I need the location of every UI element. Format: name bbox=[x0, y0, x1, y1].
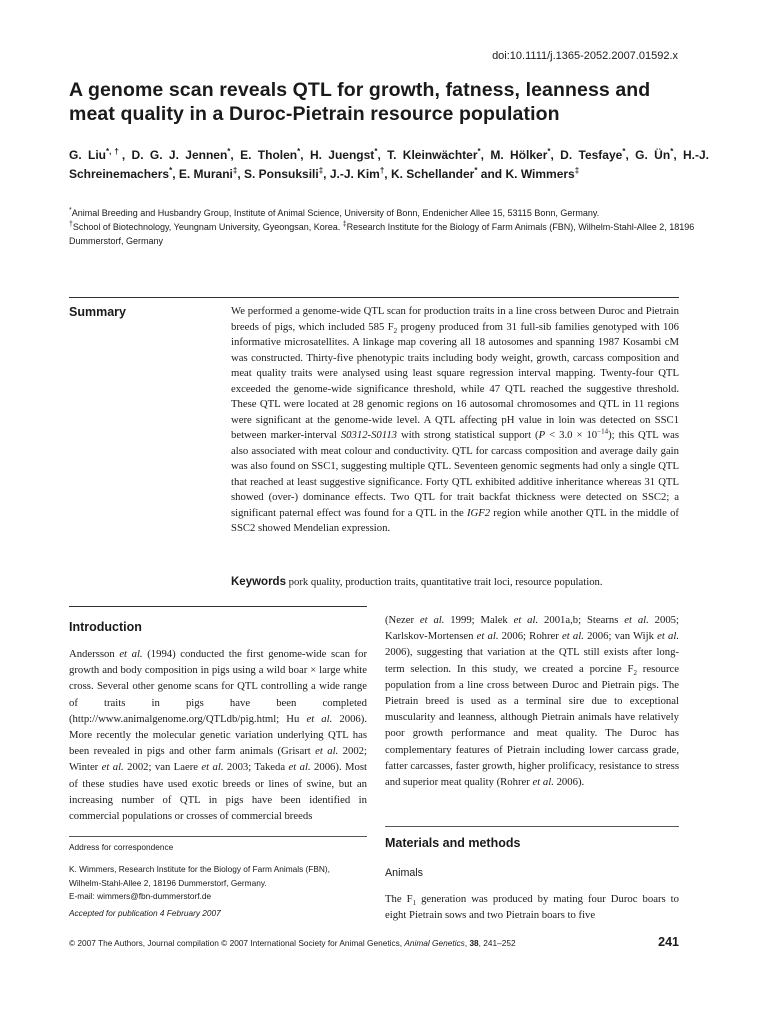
author-name: J.-J. Kim bbox=[329, 167, 380, 181]
correspondence-label: Address for correspondence bbox=[69, 842, 174, 852]
summary-fragment: region while another QTL in the middle of SSC2 showed Mendelian expression. bbox=[231, 506, 679, 534]
text-fragment: generation was produced by mating four Duroc boars to eight Pietrain sows and two Pietrain boars to five bbox=[385, 893, 679, 922]
summary-fragment: We performed a genome-wide QTL scan for production traits in a line cross between Duroc and Pietrain breeds of pigs, which included 585 F bbox=[231, 305, 679, 333]
text-fragment: 2006), suggesting that variation at the QTL still exists after long-term selection. In this study, we created a porcine F bbox=[385, 646, 679, 675]
author-name: E. Tholen bbox=[240, 148, 298, 162]
author-name: M. Hölker bbox=[490, 148, 548, 162]
author-name: T. Kleinwächter bbox=[387, 148, 478, 162]
author-name: K. Wimmers bbox=[505, 167, 575, 181]
section-divider bbox=[69, 606, 367, 607]
author-name: D. G. J. Jennen bbox=[131, 148, 228, 162]
et-al: et al. bbox=[532, 776, 554, 789]
affiliations bbox=[69, 206, 709, 248]
section-divider bbox=[385, 826, 679, 827]
summary-text bbox=[231, 304, 679, 537]
text-fragment: 1999; Malek bbox=[444, 614, 514, 626]
copyright-text: © 2007 The Authors, Journal compilation © 2007 International Society for Animal Genetics, bbox=[69, 938, 405, 948]
author-name: E. Murani bbox=[178, 167, 233, 181]
author-name: K. Schellander bbox=[390, 167, 475, 181]
et-al: et al. bbox=[119, 648, 143, 660]
et-al: et al. bbox=[657, 630, 680, 643]
author-name: G. Liu bbox=[69, 148, 107, 162]
materials-methods-heading: Materials and methods bbox=[385, 836, 521, 850]
text-fragment: The F bbox=[385, 893, 413, 905]
separator: , bbox=[464, 938, 470, 948]
text-fragment: 2006). bbox=[553, 776, 585, 789]
author-affiliation-mark: * bbox=[474, 166, 478, 175]
affiliation-text: Research Institute for the Biology of Farm Animals (FBN), Wilhelm-Stahl-Allee 2, 18196 Dummerstorf, Germany bbox=[69, 222, 695, 246]
p-symbol: P bbox=[538, 429, 546, 441]
introduction-text bbox=[69, 646, 367, 824]
correspondence-address bbox=[69, 863, 367, 904]
author-affiliation-mark: * bbox=[622, 147, 626, 156]
author-affiliation-mark: * bbox=[297, 147, 301, 156]
text-fragment: (1994) conducted the first genome-wide scan for growth and body composition in pigs using a wild boar × large white cross. Several other genome scans for QTL controlling a wide range of traits in pigs have been completed (http://www.animalgenome.org/QTLdb/pig.html; Hu bbox=[69, 648, 368, 725]
summary-fragment: with strong statistical support ( bbox=[397, 429, 539, 441]
affiliation-mark: * bbox=[69, 207, 72, 214]
author-name: D. Tesfaye bbox=[560, 148, 623, 162]
doi[interactable]: doi:10.1111/j.1365-2052.2007.01592.x bbox=[492, 50, 678, 62]
footer-copyright bbox=[69, 938, 516, 948]
text-fragment: 2006; van Wijk bbox=[583, 630, 658, 643]
text-fragment: 2001a,b; Stearns bbox=[538, 614, 625, 626]
keywords-label: Keywords bbox=[231, 576, 286, 588]
p-value: < 3.0 × 10 bbox=[545, 429, 598, 441]
author-list: G. Liu*,†, D. G. J. Jennen*, E. Tholen*, H. Juengst*, T. Kleinwächter*, M. Hölker*, D. Tesfaye*, G. Ün*, H.-J. Schreinemachers*, E. Murani‡, S. Ponsuksili‡, J.-J. Kim†, K. Schellander* and K. Wimmers‡ bbox=[69, 147, 710, 181]
author-affiliation-mark: † bbox=[379, 166, 385, 175]
et-al: et al. bbox=[624, 614, 649, 626]
text-fragment: 2006; Rohrer bbox=[498, 630, 563, 643]
marker-interval: S0312-S0113 bbox=[340, 429, 398, 441]
author-affiliation-mark: ‡ bbox=[574, 166, 580, 175]
et-al: et al. bbox=[201, 761, 224, 774]
animals-text bbox=[385, 891, 679, 923]
address-line: Wilhelm-Stahl-Allee 2, 18196 Dummerstorf, Germany. bbox=[69, 877, 267, 888]
text-fragment: 2002; van Laere bbox=[123, 761, 202, 774]
author-affiliation-mark: * bbox=[227, 147, 231, 156]
affiliation-text: Animal Breeding and Husbandry Group, Institute of Animal Science, University of Bonn, Endenicher Allee 15, 53115 Bonn, Germany. bbox=[71, 208, 600, 218]
section-divider bbox=[69, 297, 679, 298]
author-affiliation-mark: * bbox=[670, 147, 674, 156]
et-al: et al. bbox=[315, 745, 339, 758]
animals-subheading: Animals bbox=[385, 867, 424, 879]
subscript: 2 bbox=[633, 668, 637, 677]
correspondence-divider bbox=[69, 836, 367, 837]
author-affiliation-mark: * bbox=[169, 166, 173, 175]
subscript: 1 bbox=[412, 899, 417, 908]
page-number: 241 bbox=[658, 935, 679, 949]
author-affiliation-mark: ‡ bbox=[232, 166, 238, 175]
text-fragment: 2006). More recently the molecular genetic variation underlying QTL has been revealed in pigs and other farm animals (Grisart bbox=[69, 712, 367, 758]
text-fragment: 2003; Takeda bbox=[223, 761, 289, 774]
affiliation-mark: ‡ bbox=[342, 221, 347, 228]
introduction-heading: Introduction bbox=[69, 620, 142, 634]
summary-heading: Summary bbox=[69, 305, 126, 319]
page-range: , 241–252 bbox=[478, 938, 516, 948]
introduction-continued bbox=[385, 612, 679, 790]
gene-name: IGF2 bbox=[466, 506, 491, 519]
et-al: et al. bbox=[513, 614, 539, 626]
author-affiliation-mark: * bbox=[477, 147, 481, 156]
text-fragment: 2005; Karlskov-Mortensen bbox=[385, 614, 679, 643]
et-al: et al. bbox=[101, 761, 124, 774]
author-affiliation-mark: *,† bbox=[106, 147, 122, 156]
author-name: H. Juengst bbox=[309, 148, 375, 162]
acceptance-date: Accepted for publication 4 February 2007 bbox=[69, 908, 221, 918]
text-fragment: (Nezer bbox=[385, 614, 420, 626]
affiliation-text: School of Biotechnology, Yeungnam University, Gyeongsan, Korea. bbox=[72, 222, 343, 232]
summary-fragment: progeny produced from 31 full-sib families genotyped with 106 informative microsatellites. A linkage map covering all 18 autosomes and spanning 1987 Kosambi cM was constructed. Thirty-five phenotypic traits including body weight, growth, carcass composition and meat quality traits were analysed using least square regression interval mapping. Twenty-four QTL exceeded the genome-wide significance threshold, while 47 QTL reached the suggestive threshold. These QTL were located at 28 genomic regions on 16 autosomal chromosomes and QTL in 11 regions were significant at the genome-wide level. A QTL affecting pH value in loin was detected on SSC1 between marker-interval bbox=[231, 320, 679, 441]
correspondence-email[interactable]: E-mail: wimmers@fbn-dummerstorf.de bbox=[69, 891, 212, 901]
text-fragment: Andersson bbox=[69, 648, 120, 660]
author-name: G. Ün bbox=[635, 148, 671, 162]
text-fragment: 2006). Most of these studies have used exotic breeds or lines of swine, but an increasing number of QTL in pigs have been identified in commercial populations or crosses of commercial breeds bbox=[69, 761, 367, 823]
author-affiliation-mark: ‡ bbox=[318, 166, 324, 175]
et-al: et al. bbox=[306, 712, 333, 725]
keywords-text: pork quality, production traits, quantitative trait loci, resource population. bbox=[285, 576, 603, 588]
author-name: S. Ponsuksili bbox=[244, 167, 319, 181]
p-exponent: −14 bbox=[597, 427, 609, 436]
summary-fragment: ); this QTL was also associated with meat colour and conductivity. QTL for carcass composition and average daily gain was also found on SSC1, suggesting multiple QTL. Seventeen genomic segments had only a single QTL that reached at least suggestive significance. Forty QTL exhibited additive inheritance whereas 31 QTL showed (over-) dominance effects. Two QTL for trait backfat thickness were detected on SSC2; a significant paternal effect was found for a QTL in the bbox=[231, 429, 680, 519]
author-affiliation-mark: * bbox=[547, 147, 551, 156]
text-fragment: resource population from a line cross between Duroc and Pietrain pigs. The Pietrain breed is used as a terminal sire due to exceptional muscularity and leanness, although Pietrain animals have relatively poor growth performance and meat quality. The Duroc has complementary features of Pietrain including lower carcass grade, fatter carcasses, faster growth, higher prolificacy, resistance to stress and superior meat quality (Rohrer bbox=[385, 662, 679, 789]
et-al: et al. bbox=[419, 614, 445, 626]
journal-name: Animal Genetics bbox=[404, 938, 465, 948]
et-al: et al. bbox=[288, 761, 311, 774]
volume: 38 bbox=[469, 938, 479, 948]
affiliation-mark: † bbox=[69, 221, 73, 228]
author-affiliation-mark: * bbox=[374, 147, 378, 156]
subscript: 2 bbox=[393, 326, 398, 335]
keywords bbox=[231, 575, 679, 590]
address-line: K. Wimmers, Research Institute for the Biology of Farm Animals (FBN), bbox=[69, 864, 330, 874]
author-name: H.-J. Schreinemachers bbox=[69, 148, 710, 181]
text-fragment: 2002; Winter bbox=[69, 745, 367, 774]
et-al: et al. bbox=[562, 630, 584, 643]
article-title: A genome scan reveals QTL for growth, fatness, leanness and meat quality in a Duroc-Pietrain resource population bbox=[69, 79, 651, 125]
et-al: et al. bbox=[476, 630, 499, 643]
